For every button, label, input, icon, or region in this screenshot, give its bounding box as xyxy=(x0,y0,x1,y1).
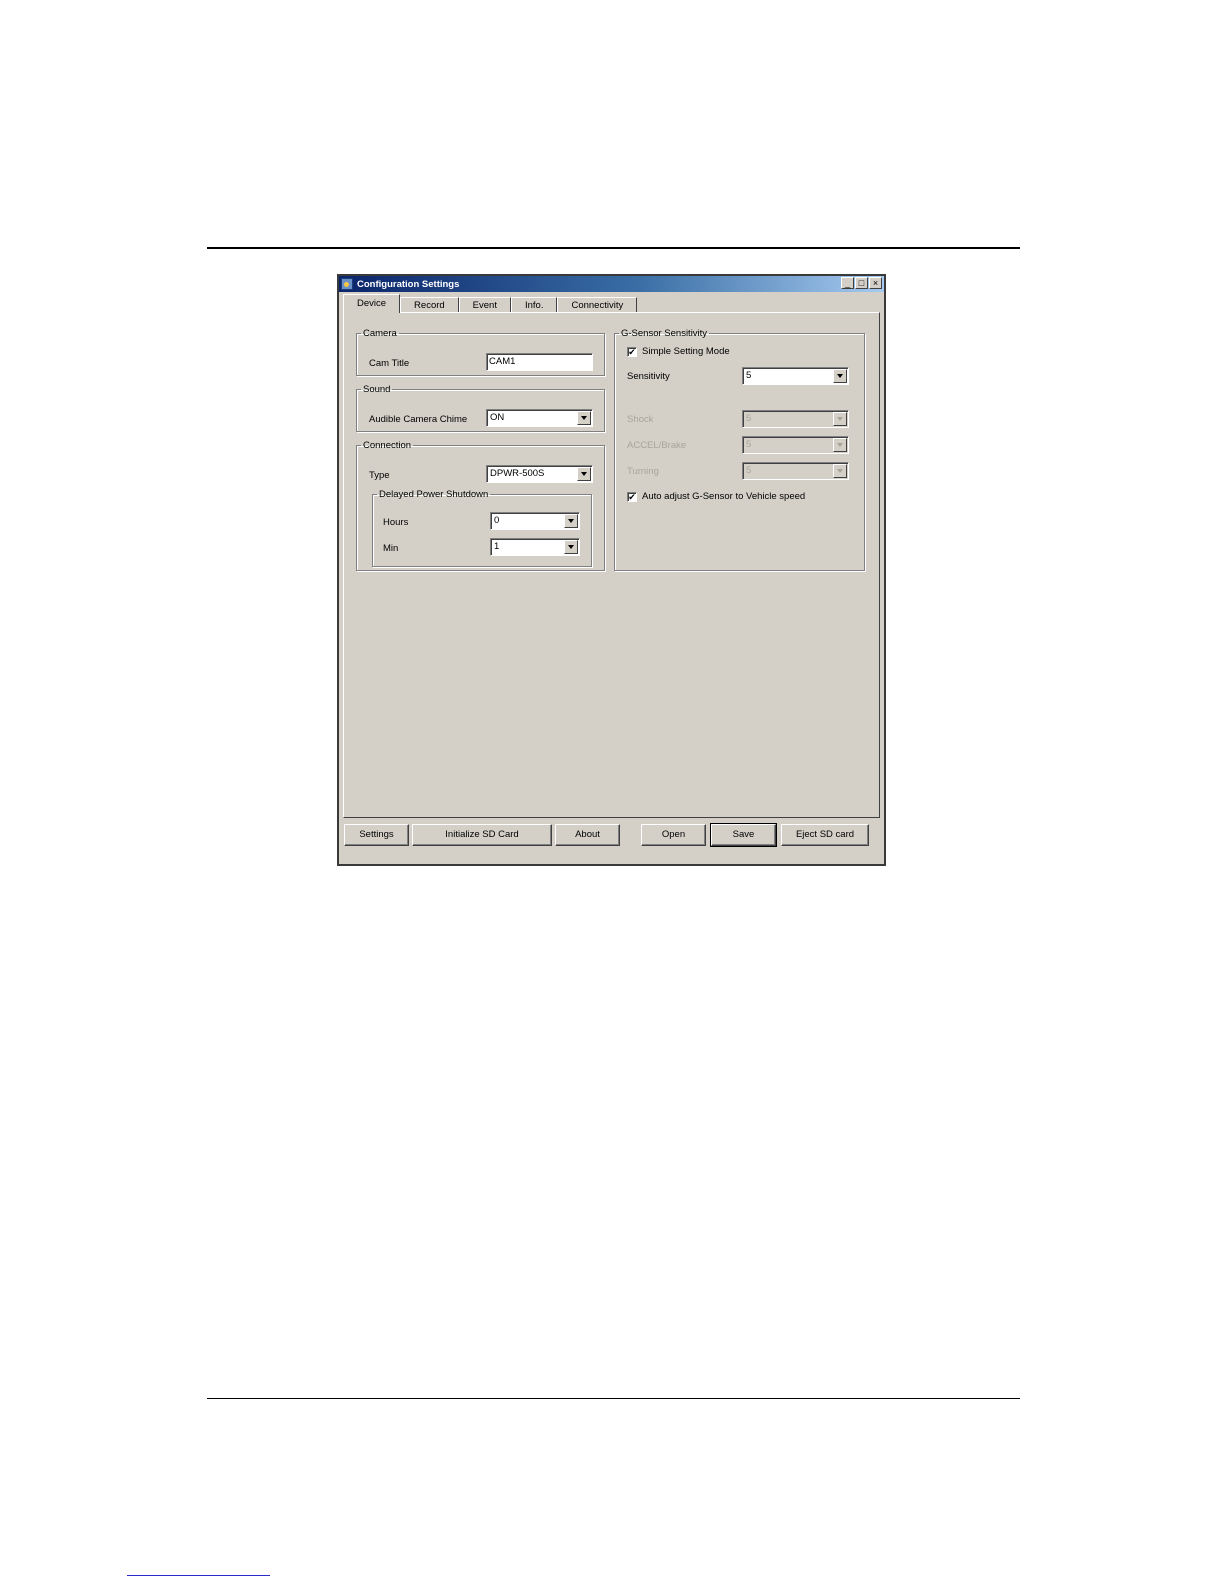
chime-select-value: ON xyxy=(490,412,505,423)
turning-label: Turning xyxy=(627,466,659,477)
shock-select xyxy=(742,410,849,428)
tab-connectivity[interactable]: Connectivity xyxy=(557,297,637,313)
accel-brake-value: 5 xyxy=(746,439,752,450)
chevron-down-icon[interactable] xyxy=(564,540,578,554)
camera-group-legend: Camera xyxy=(363,328,397,339)
cam-title-input[interactable]: CAM1 xyxy=(486,353,593,371)
gsensor-group xyxy=(614,328,865,571)
gsensor-group-legend: G-Sensor Sensitivity xyxy=(621,328,708,339)
page-top-rule xyxy=(207,247,1020,249)
hours-value: 0 xyxy=(494,515,500,526)
footer-link-underline xyxy=(127,1575,270,1576)
camera-group xyxy=(356,328,605,376)
min-select[interactable] xyxy=(490,538,580,556)
chevron-down-icon xyxy=(833,438,847,452)
minimize-button[interactable]: _ xyxy=(841,277,854,289)
min-value: 1 xyxy=(494,541,500,552)
chevron-down-icon[interactable] xyxy=(577,411,591,425)
close-button[interactable]: × xyxy=(869,277,882,289)
chime-select[interactable] xyxy=(486,409,593,427)
cam-title-label: Cam Title xyxy=(369,358,410,369)
sensitivity-select[interactable] xyxy=(742,367,849,385)
save-button[interactable]: Save xyxy=(711,824,776,846)
turning-select xyxy=(742,462,849,480)
chevron-down-icon xyxy=(833,464,847,478)
accel-brake-label: ACCEL/Brake xyxy=(627,440,687,451)
sensitivity-value: 5 xyxy=(746,370,752,381)
chime-label: Audible Camera Chime xyxy=(369,414,468,425)
auto-adjust-checkbox[interactable]: ✔ xyxy=(628,492,636,502)
sound-group xyxy=(356,384,605,432)
tab-info[interactable]: Info. xyxy=(511,297,558,313)
chevron-down-icon xyxy=(833,412,847,426)
connection-type-select[interactable] xyxy=(486,465,593,483)
about-button[interactable]: About xyxy=(555,824,620,846)
sound-group-legend: Sound xyxy=(363,384,391,395)
app-settings-icon xyxy=(341,278,353,290)
connection-group-legend: Connection xyxy=(363,440,412,451)
simple-mode-label: Simple Setting Mode xyxy=(642,346,730,357)
device-tab-panel xyxy=(343,312,880,818)
window-title: Configuration Settings xyxy=(357,278,460,290)
type-label: Type xyxy=(369,470,390,481)
hours-label: Hours xyxy=(383,517,409,528)
initialize-sd-card-button[interactable]: Initialize SD Card xyxy=(412,824,552,846)
tab-strip xyxy=(343,294,637,313)
connection-type-value: DPWR-500S xyxy=(490,468,545,479)
min-label: Min xyxy=(383,543,399,554)
title-bar[interactable] xyxy=(339,276,884,292)
simple-mode-checkbox[interactable]: ✔ xyxy=(628,347,636,357)
chevron-down-icon[interactable] xyxy=(833,369,847,383)
delayed-shutdown-legend: Delayed Power Shutdown xyxy=(379,489,489,500)
configuration-settings-window xyxy=(337,274,886,866)
open-button[interactable]: Open xyxy=(641,824,706,846)
tab-device[interactable]: Device xyxy=(343,294,400,313)
page-bottom-rule xyxy=(207,1398,1020,1399)
delayed-shutdown-group xyxy=(372,489,592,567)
chevron-down-icon[interactable] xyxy=(564,514,578,528)
sensitivity-label: Sensitivity xyxy=(627,371,670,382)
settings-button[interactable]: Settings xyxy=(344,824,409,846)
eject-sd-card-button[interactable]: Eject SD card xyxy=(781,824,869,846)
tab-record[interactable]: Record xyxy=(400,297,459,313)
tab-event[interactable]: Event xyxy=(459,297,511,313)
auto-adjust-label: Auto adjust G-Sensor to Vehicle speed xyxy=(642,491,806,502)
maximize-button[interactable]: □ xyxy=(855,277,868,289)
shock-label: Shock xyxy=(627,414,654,425)
hours-select[interactable] xyxy=(490,512,580,530)
connection-group xyxy=(356,440,605,571)
accel-brake-select xyxy=(742,436,849,454)
chevron-down-icon[interactable] xyxy=(577,467,591,481)
turning-value: 5 xyxy=(746,465,752,476)
shock-value: 5 xyxy=(746,413,752,424)
